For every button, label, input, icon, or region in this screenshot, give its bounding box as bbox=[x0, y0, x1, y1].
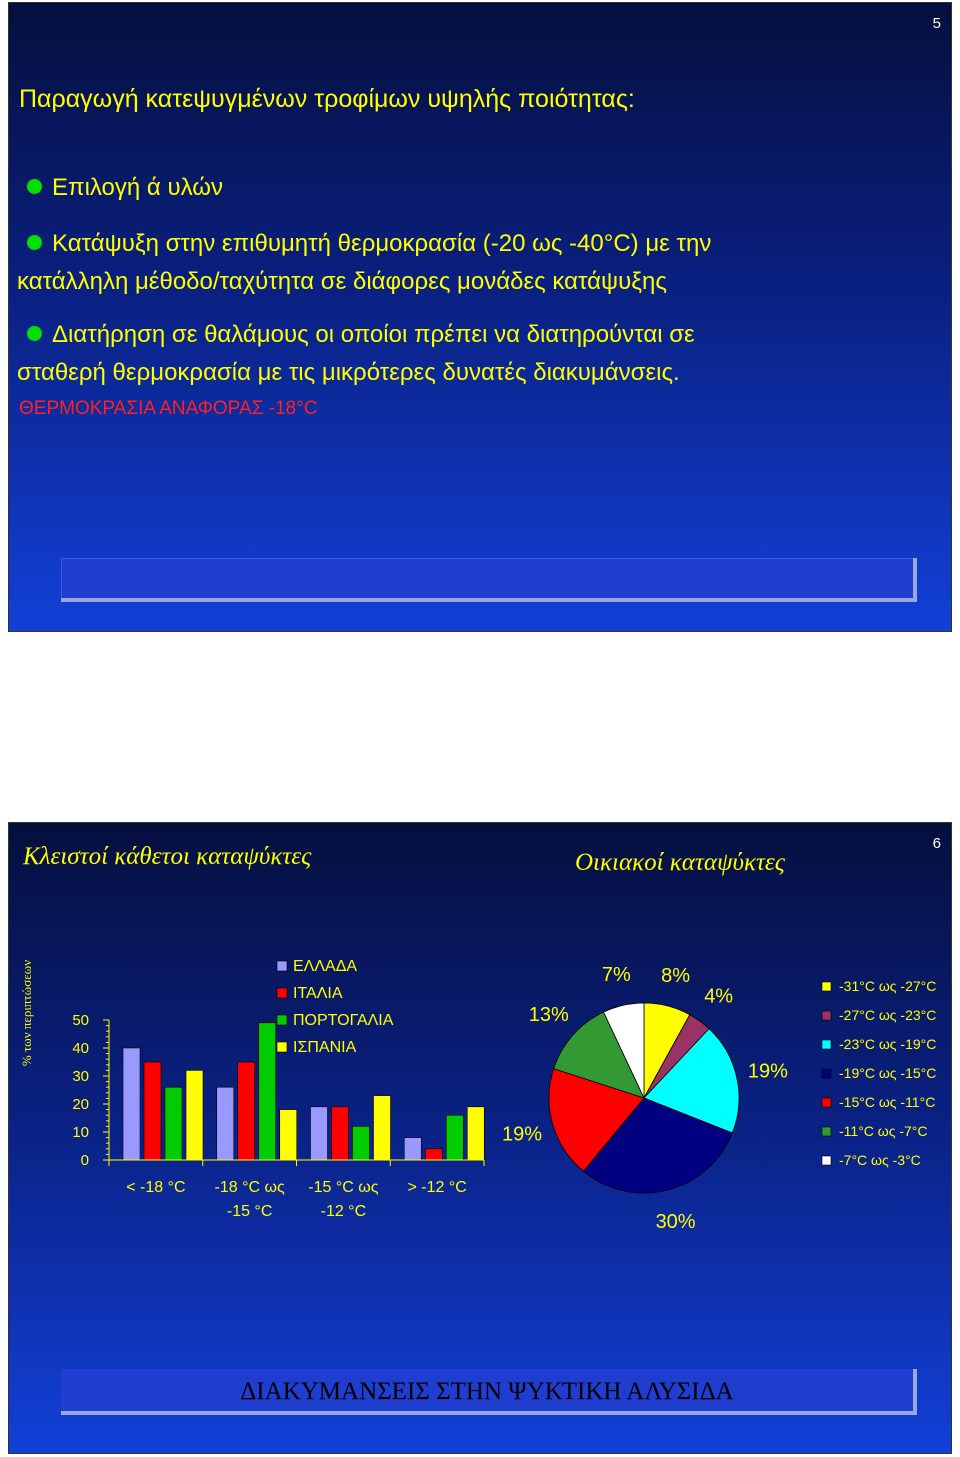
bar bbox=[311, 1107, 328, 1160]
heading-household-freezers: Οικιακοί καταψύκτες bbox=[575, 849, 785, 876]
slide-2 bbox=[8, 822, 952, 1454]
x-tick-label: > -12 °C bbox=[407, 1179, 467, 1196]
bar bbox=[123, 1048, 140, 1160]
bar bbox=[425, 1149, 442, 1160]
pie-value-label: 19% bbox=[747, 1060, 788, 1083]
bullet-1: Επιλογή ά υλών bbox=[27, 169, 223, 207]
x-tick-label: -18 °C ως bbox=[214, 1179, 285, 1196]
bar bbox=[144, 1062, 161, 1160]
pie-value-label: 7% bbox=[601, 964, 631, 987]
legend-label: -27°C ως -23°C bbox=[839, 1007, 937, 1023]
bar-chart-ylabel: % των περιπτώσεων bbox=[19, 959, 34, 1067]
bar bbox=[165, 1087, 182, 1160]
footer-box bbox=[61, 1369, 917, 1415]
y-tick-label: 0 bbox=[80, 1152, 89, 1169]
pie-value-label: 13% bbox=[528, 1004, 569, 1027]
legend-swatch bbox=[277, 1042, 287, 1052]
legend-swatch bbox=[822, 1011, 831, 1020]
pie-value-label: 4% bbox=[704, 985, 734, 1008]
pie-value-label: 19% bbox=[502, 1123, 543, 1146]
bar bbox=[186, 1070, 203, 1160]
legend-label: -31°C ως -27°C bbox=[839, 978, 937, 994]
x-tick-label: -12 °C bbox=[320, 1203, 367, 1220]
page-number: 5 bbox=[932, 15, 941, 32]
bar bbox=[238, 1062, 255, 1160]
page-number: 6 bbox=[932, 835, 941, 852]
bar bbox=[374, 1096, 391, 1160]
x-tick-label: -15 °C ως bbox=[308, 1179, 379, 1196]
legend-swatch bbox=[822, 1127, 831, 1136]
y-tick-label: 20 bbox=[72, 1096, 89, 1113]
legend-label: ΙΤΑΛΙΑ bbox=[293, 985, 343, 1002]
bar bbox=[259, 1023, 276, 1160]
footer-title: ΔΙΑΚΥΜΑΝΣΕΙΣ ΣΤΗΝ ΨΥΚΤΙΚΗ ΑΛΥΣΙΔΑ bbox=[240, 1378, 734, 1405]
x-tick-label: -15 °C bbox=[226, 1203, 273, 1220]
pie-value-label: 30% bbox=[655, 1211, 696, 1233]
bullet-dot-icon bbox=[27, 179, 42, 194]
bullet-2: Κατάψυξη στην επιθυμητή θερμοκρασία (-20 ως -40°C) με την κατάλληλη μέθοδο/ταχύτητα σε διάφορες μονάδες κατάψυξης bbox=[17, 230, 712, 295]
legend-label: -23°C ως -19°C bbox=[839, 1036, 937, 1052]
bullet-3: Διατήρηση σε θαλάμους οι οποίοι πρέπει να διατηρούνται σε σταθερή θερμοκρασία με τις μικρότερες δυνατές διακυμάνσεις. bbox=[17, 321, 695, 386]
heading-vertical-freezers: Κλειστοί κάθετοι καταψύκτες bbox=[23, 843, 312, 870]
bar bbox=[404, 1138, 421, 1160]
empty-caption-box bbox=[61, 558, 917, 602]
pie-value-label: 8% bbox=[661, 964, 691, 987]
x-tick-label: < -18 °C bbox=[126, 1179, 186, 1196]
bar-chart bbox=[9, 933, 489, 1233]
bullet-dot-icon bbox=[27, 235, 42, 250]
legend-label: ΠΟΡΤΟΓΑΛΙΑ bbox=[293, 1012, 394, 1029]
legend-label: ΙΣΠΑΝΙΑ bbox=[293, 1039, 357, 1056]
legend-label: ΕΛΛΑΔΑ bbox=[293, 958, 358, 975]
slide-1 bbox=[8, 2, 952, 632]
bullet-dot-icon bbox=[27, 326, 42, 341]
bar bbox=[353, 1126, 370, 1160]
legend-swatch bbox=[822, 1156, 831, 1165]
legend-swatch bbox=[277, 961, 287, 971]
legend-swatch bbox=[822, 1098, 831, 1107]
legend-label: -19°C ως -15°C bbox=[839, 1065, 937, 1081]
y-tick-label: 40 bbox=[72, 1040, 89, 1057]
legend-swatch bbox=[277, 988, 287, 998]
legend-swatch bbox=[822, 1069, 831, 1078]
bar bbox=[446, 1115, 463, 1160]
slide-title: Παραγωγή κατεψυγμένων τροφίμων υψηλής ποιότητας: bbox=[19, 85, 635, 113]
legend-label: -7°C ως -3°C bbox=[839, 1152, 921, 1168]
bar bbox=[467, 1107, 484, 1160]
legend-label: -11°C ως -7°C bbox=[839, 1123, 928, 1139]
bar bbox=[280, 1110, 297, 1160]
y-tick-label: 50 bbox=[72, 1012, 89, 1029]
pie-chart bbox=[489, 933, 949, 1233]
y-tick-label: 10 bbox=[72, 1124, 89, 1141]
legend-label: -15°C ως -11°C bbox=[839, 1094, 936, 1110]
reference-temperature: ΘΕΡΜΟΚΡΑΣΙΑ ΑΝΑΦΟΡΑΣ -18°C bbox=[19, 398, 318, 419]
legend-swatch bbox=[822, 1040, 831, 1049]
legend-swatch bbox=[822, 982, 831, 991]
legend-swatch bbox=[277, 1015, 287, 1025]
y-tick-label: 30 bbox=[72, 1068, 89, 1085]
bar bbox=[217, 1087, 234, 1160]
bar bbox=[332, 1107, 349, 1160]
